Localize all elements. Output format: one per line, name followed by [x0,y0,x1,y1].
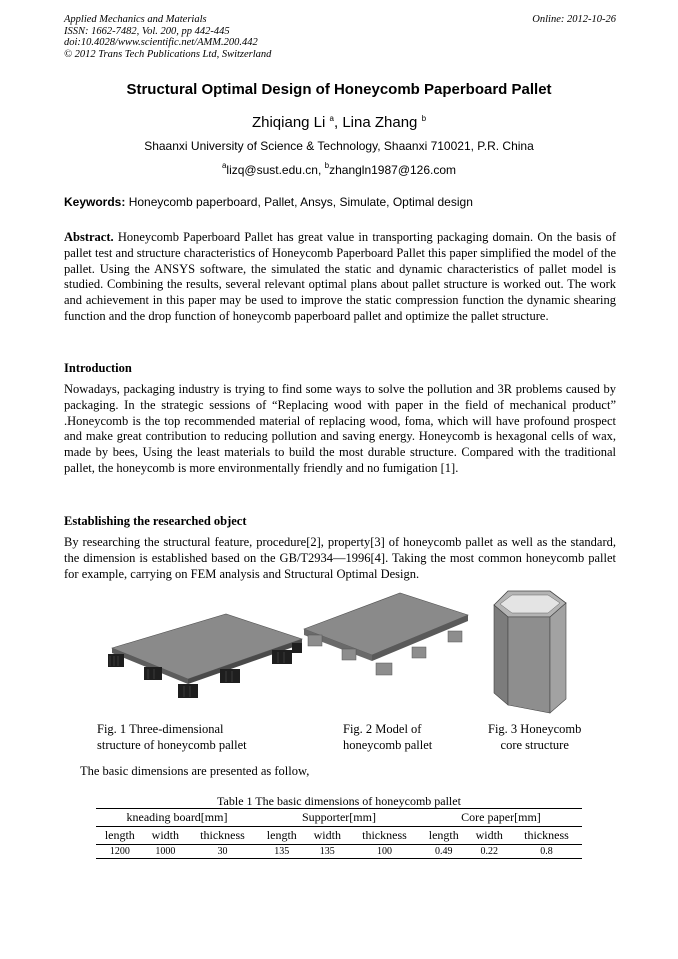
author-2: Lina Zhang [342,114,418,131]
author-1: Zhiqiang Li [251,114,326,131]
table-cell: 100 [349,845,420,859]
author-2-sup: b [421,114,427,123]
introduction-text: Nowadays, packaging industry is trying to find some ways to solve the pollution and 3R problems caused by packaging. In the strategic sessions of “Replacing wood with paper in the field of mechanical product” .Honeycomb is the top recommended material of replacing wood, foma, which will have profound prospect and make great contribution to reducing pollution and saving energy. Honeycomb is hexagonal cells of wax, made by bees, Using the least materials to build the most durable structure. Compared with the traditional pallet, the honeycomb is more environmentally friendly and no fumigation [1]. [64,382,616,475]
table-caption: Table 1 The basic dimensions of honeycomb pallet [217,794,461,808]
column-header: thickness [187,827,258,845]
table-cell: 0.8 [511,845,582,859]
online-date: Online: 2012-10-26 [532,14,616,25]
figure-1-caption [97,721,247,753]
table-subheader-row [96,827,582,845]
keywords-text: Honeycomb paperboard, Pallet, Ansys, Simulate, Optimal design [125,195,473,209]
table-cell: 0.49 [420,845,468,859]
table-cell: 0.22 [468,845,511,859]
abstract [64,230,616,325]
author-1-sup: a [329,114,334,123]
figure-2-pallet-model [300,585,472,697]
journal-name: Applied Mechanics and Materials [64,14,207,25]
column-header: width [306,827,349,845]
column-header: length [420,827,468,845]
column-header: thickness [349,827,420,845]
doi-line: doi:10.4028/www.scientific.net/AMM.200.442 [64,37,258,48]
dimensions-table [96,808,582,859]
group-supporter: Supporter[mm] [258,809,420,827]
establishing-text: By researching the structural feature, procedure[2], property[3] of honeycomb pallet as well as the standard, the dimension is established based on the GB/T2934—1996[4]. Taking the most common honeycomb pallet for example, carrying on FEM analysis and Structural Optimal Design. [64,535,616,581]
author-list [0,114,678,131]
figure-2-caption-line1: Fig. 2 Model of [343,722,422,736]
figure-3-caption-line2: core structure [500,738,569,752]
figure-1-caption-line1: Fig. 1 Three-dimensional [97,722,224,736]
group-kneading-board: kneading board[mm] [96,809,258,827]
introduction-heading: Introduction [64,361,132,375]
column-header: thickness [511,827,582,845]
table-cell: 135 [258,845,306,859]
abstract-text: Honeycomb Paperboard Pallet has great value in transporting packaging domain. On the basis of pallet test and structure characteristics of Honeycomb Paperboard Pallet this paper simplified the model of the pallet. Using the ANSYS software, the simulated the static and dynamic characteristics of pallet model is studied. Combining the results, several relevant optimal plans about pallet structure is worked out. The work and achievement in this paper may be used to improve the static compression function the dynamic shearing function and the drop function of honeycomb paperboard pallet and optimize the pallet structure. [64,230,616,323]
column-header: width [144,827,187,845]
figure-1-caption-line2: structure of honeycomb pallet [97,738,247,752]
column-header: length [258,827,306,845]
copyright-line: © 2012 Trans Tech Publications Ltd, Switzerland [64,48,272,60]
affiliation: Shaanxi University of Science & Technology, Shaanxi 710021, P.R. China [144,139,534,153]
email-2: zhangln1987@126.com [329,163,457,177]
table-cell: 1200 [96,845,144,859]
table-cell: 30 [187,845,258,859]
table-row [96,845,582,859]
table-cell: 135 [306,845,349,859]
abstract-label: Abstract. [64,230,114,244]
email-1-sup: a [221,161,227,170]
issn-line: ISSN: 1662-7482, Vol. 200, pp 442-445 [64,25,230,37]
table-cell: 1000 [144,845,187,859]
figure-1-honeycomb-pallet [104,603,304,711]
email-2-sup: b [324,161,330,170]
establishing-heading: Establishing the researched object [64,514,247,528]
email-1: lizq@sust.edu.cn, [226,163,325,177]
figure-2-caption-line2: honeycomb pallet [343,738,433,752]
table-group-header-row [96,809,582,827]
email-line [0,161,678,177]
keywords-label: Keywords: [64,195,126,209]
figure-3-caption-line1: Fig. 3 Honeycomb [488,722,582,736]
column-header: length [96,827,144,845]
journal-header [64,14,616,60]
figure-3-honeycomb-core [488,589,574,719]
paper-title: Structural Optimal Design of Honeycomb Paperboard Pallet [126,81,552,98]
author-separator: , [333,114,343,131]
group-core-paper: Core paper[mm] [420,809,582,827]
keywords [64,195,616,209]
basic-dimensions-text: The basic dimensions are presented as follow, [80,764,310,778]
column-header: width [468,827,511,845]
figure-2-caption [343,721,432,753]
figure-3-caption [488,721,581,753]
